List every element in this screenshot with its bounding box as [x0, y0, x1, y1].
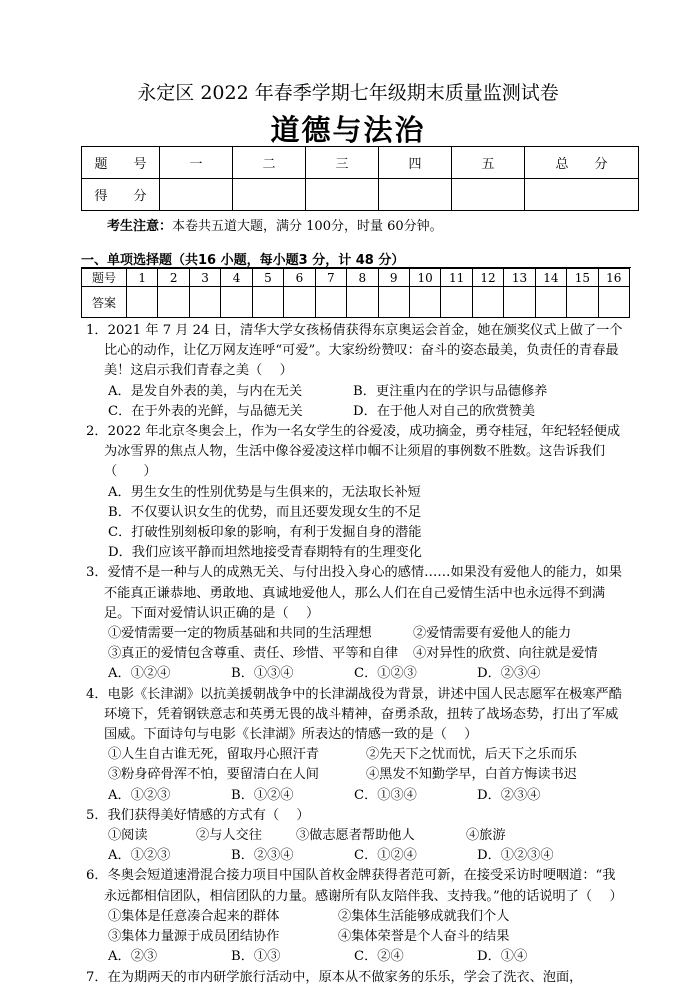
question-number: 10 [409, 269, 440, 287]
option-a: A．是发自外表的美，与内在无关 [108, 383, 303, 399]
statement-row [86, 624, 626, 644]
score-header-cell: 四 [379, 147, 452, 179]
choice-a: A．①②③ [108, 848, 171, 864]
statement-row [86, 907, 626, 927]
answer-cell[interactable] [472, 287, 503, 318]
question-number: 4 [221, 269, 252, 287]
statement-1: ①人生自古谁无死，留取丹心照汗青 [108, 747, 319, 763]
question-number: 12 [472, 269, 503, 287]
choice-row [86, 664, 626, 684]
question-5 [86, 806, 626, 867]
question-number: 7 [315, 269, 346, 287]
statement-row [86, 745, 626, 765]
answer-cell[interactable] [127, 287, 158, 318]
choice-b: B．②③④ [231, 848, 294, 864]
statement-3: ③做志愿者帮助他人 [296, 828, 415, 844]
option-b: B．不仅要认识女生的优势，而且还要发现女生的不足 [108, 504, 422, 520]
choice-b: B．①③④ [231, 666, 294, 682]
score-table [81, 146, 639, 211]
statement-2: ②与人交往 [196, 828, 262, 844]
question-stem: 4．电影《长津湖》以抗美援朝战争中的长津湖战役为背景，讲述中国人民志愿军在极寒严酷环境下，凭着钢铁意志和英勇无畏的战斗精神，奋勇杀敌，扭转了战场态势，打出了军威国威。下面诗句与电影《长津湖》所表达的情感一致的是（ ） [86, 686, 622, 743]
choice-c: C．②④ [354, 949, 404, 965]
question-number: 1 [127, 269, 158, 287]
option-d: D．我们应该平静而坦然地接受青春期特有的生理变化 [108, 545, 422, 561]
score-header-cell: 题 号 [82, 147, 160, 179]
choice-row [86, 947, 626, 967]
answer-cell[interactable] [347, 287, 378, 318]
notice-text: 本卷共五道大题，满分 100分，时量 60分钟。 [172, 219, 443, 234]
answer-cell[interactable] [504, 287, 535, 318]
statement-2: ②先天下之忧而忧，后天下之乐而乐 [366, 747, 577, 763]
subject-title: 道德与法治 [270, 113, 426, 147]
statement-4: ④黑发不知勤学早，白首方悔读书迟 [366, 767, 577, 783]
choice-a: A．①②③ [108, 787, 171, 803]
statement-4: ④对异性的欣赏、向往就是爱情 [413, 646, 598, 662]
choice-c: C．①③④ [354, 787, 417, 803]
question-stem: 6．冬奥会短道速滑混合接力项目中国队首枚金牌获得者范可新，在接受采访时哽咽道：“我永远都相信团队，相信团队的力量。感谢所有队友陪伴我、支持我。”他的话说明了（ ） [86, 868, 623, 904]
option-c: C．打破性别刻板印象的影响，有利于发掘自身的潜能 [108, 525, 422, 541]
statement-row [86, 765, 626, 785]
answer-cell[interactable] [567, 287, 598, 318]
statement-row [86, 927, 626, 947]
exam-title: 永定区 2022 年春季学期七年级期末质量监测试卷 [137, 82, 559, 104]
answer-cell[interactable] [378, 287, 409, 318]
score-header-cell: 总 分 [525, 147, 639, 179]
answer-cell[interactable] [252, 287, 283, 318]
statement-3: ③粉身碎骨浑不怕，要留清白在人间 [108, 767, 319, 783]
statement-row [86, 644, 626, 664]
question-stem: 7．在为期两天的市内研学旅行活动中，原本从不做家务的乐乐，学会了洗衣、泡面， [86, 969, 583, 985]
option-c: C．在于外表的光鲜，与品德无关 [108, 403, 303, 419]
option-row [86, 402, 626, 422]
statement-1: ①集体是任意凑合起来的群体 [108, 908, 280, 924]
question-7 [86, 968, 626, 988]
option-d: D．在于他人对自己的欣赏赞美 [353, 403, 536, 419]
score-header-cell: 五 [452, 147, 525, 179]
question-1 [86, 321, 626, 422]
choice-d: D．①②③④ [477, 848, 554, 864]
answer-row-label: 题号 [82, 269, 127, 287]
score-header-cell: 二 [233, 147, 306, 179]
score-header-cell: 一 [160, 147, 233, 179]
question-6 [86, 866, 626, 967]
question-number: 16 [598, 269, 629, 287]
answer-cell[interactable] [535, 287, 566, 318]
score-cell[interactable] [233, 179, 306, 211]
score-cell[interactable] [306, 179, 379, 211]
option-row [86, 382, 626, 402]
choice-c: C．①②③ [354, 666, 417, 682]
statement-2: ②集体生活能够成就我们个人 [338, 908, 510, 924]
choice-a: A．①②④ [108, 666, 171, 682]
choice-b: B．①②④ [231, 787, 294, 803]
choice-b: B．①③ [231, 949, 281, 965]
question-stem: 1．2021 年 7 月 24 日，清华大学女孩杨倩获得东京奥运会首金，她在颁奖仪式上做了一个比心的动作，让亿万网友连呼“可爱”。大家纷纷赞叹：奋斗的姿态最美，负责任的青春最美！这启示我们青春之美（ ） [86, 323, 623, 379]
statement-2: ②爱情需要有爱他人的能力 [413, 626, 572, 642]
score-cell[interactable] [452, 179, 525, 211]
question-stem: 3．爱情不是一种与人的成熟无关、与付出投入身心的感情……如果没有爱他人的能力，如果不能真正谦恭地、勇敢地、真诚地爱他人，那么人们在自己爱情生活中也永远得不到满足。下面对爱情认识正确的是（ ） [86, 565, 622, 621]
choice-c: C．①②④ [354, 848, 417, 864]
statement-3: ③集体力量源于成员团结协作 [108, 929, 280, 945]
question-4 [86, 685, 626, 806]
section-title [81, 249, 404, 268]
question-number: 3 [189, 269, 220, 287]
question-2 [86, 422, 626, 563]
score-cell[interactable] [160, 179, 233, 211]
question-number: 2 [158, 269, 189, 287]
choice-row [86, 786, 626, 806]
notice-label: 考生注意： [107, 219, 173, 234]
answer-cell[interactable] [409, 287, 440, 318]
answer-cell[interactable] [221, 287, 252, 318]
choice-d: D．②③④ [477, 666, 541, 682]
score-cell[interactable] [379, 179, 452, 211]
answer-row-label: 答案 [82, 287, 127, 318]
choice-d: D．②③④ [477, 787, 541, 803]
question-number: 8 [347, 269, 378, 287]
question-3 [86, 563, 626, 684]
question-number: 5 [252, 269, 283, 287]
section-title-text: 一、单项选择题（共16 小题，每小题3 分，计 48 分） [81, 253, 405, 268]
answer-cell[interactable] [441, 287, 472, 318]
score-header-cell: 三 [306, 147, 379, 179]
answer-cell[interactable] [189, 287, 220, 318]
statement-4: ④旅游 [466, 828, 506, 844]
option-b: B．更注重内在的学识与品德修养 [353, 383, 548, 399]
question-number: 9 [378, 269, 409, 287]
answer-table [81, 268, 630, 318]
question-number: 14 [535, 269, 566, 287]
score-row-label: 得 分 [82, 179, 160, 211]
answer-cell[interactable] [315, 287, 346, 318]
choice-a: A．②③ [108, 949, 158, 965]
choice-row [86, 846, 626, 866]
answer-cell[interactable] [158, 287, 189, 318]
question-stem: 2．2022 年北京冬奥会上，作为一名女学生的谷爱凌，成功摘金，勇夺桂冠，年纪轻轻便成为冰雪界的焦点人物，生活中像谷爱凌这样巾帼不让须眉的事例数不胜数。这告诉我们（ ） [86, 424, 621, 480]
statement-row [86, 826, 626, 846]
statement-3: ③真正的爱情包含尊重、责任、珍惜、平等和自律 [108, 646, 399, 662]
choice-d: D．①④ [477, 949, 528, 965]
question-number: 11 [441, 269, 472, 287]
answer-cell[interactable] [598, 287, 629, 318]
statement-1: ①爱情需要一定的物质基础和共同的生活理想 [108, 626, 372, 642]
statement-4: ④集体荣誉是个人奋斗的结果 [338, 929, 510, 945]
option-a: A．男生女生的性别优势是与生俱来的，无法取长补短 [108, 484, 421, 500]
statement-1: ①阅读 [108, 828, 148, 844]
question-number: 15 [567, 269, 598, 287]
question-number: 6 [284, 269, 315, 287]
exam-notice [107, 215, 443, 234]
score-cell[interactable] [525, 179, 639, 211]
question-stem: 5．我们获得美好情感的方式有（ ） [86, 807, 310, 823]
question-list [86, 321, 626, 988]
question-number: 13 [504, 269, 535, 287]
answer-cell[interactable] [284, 287, 315, 318]
